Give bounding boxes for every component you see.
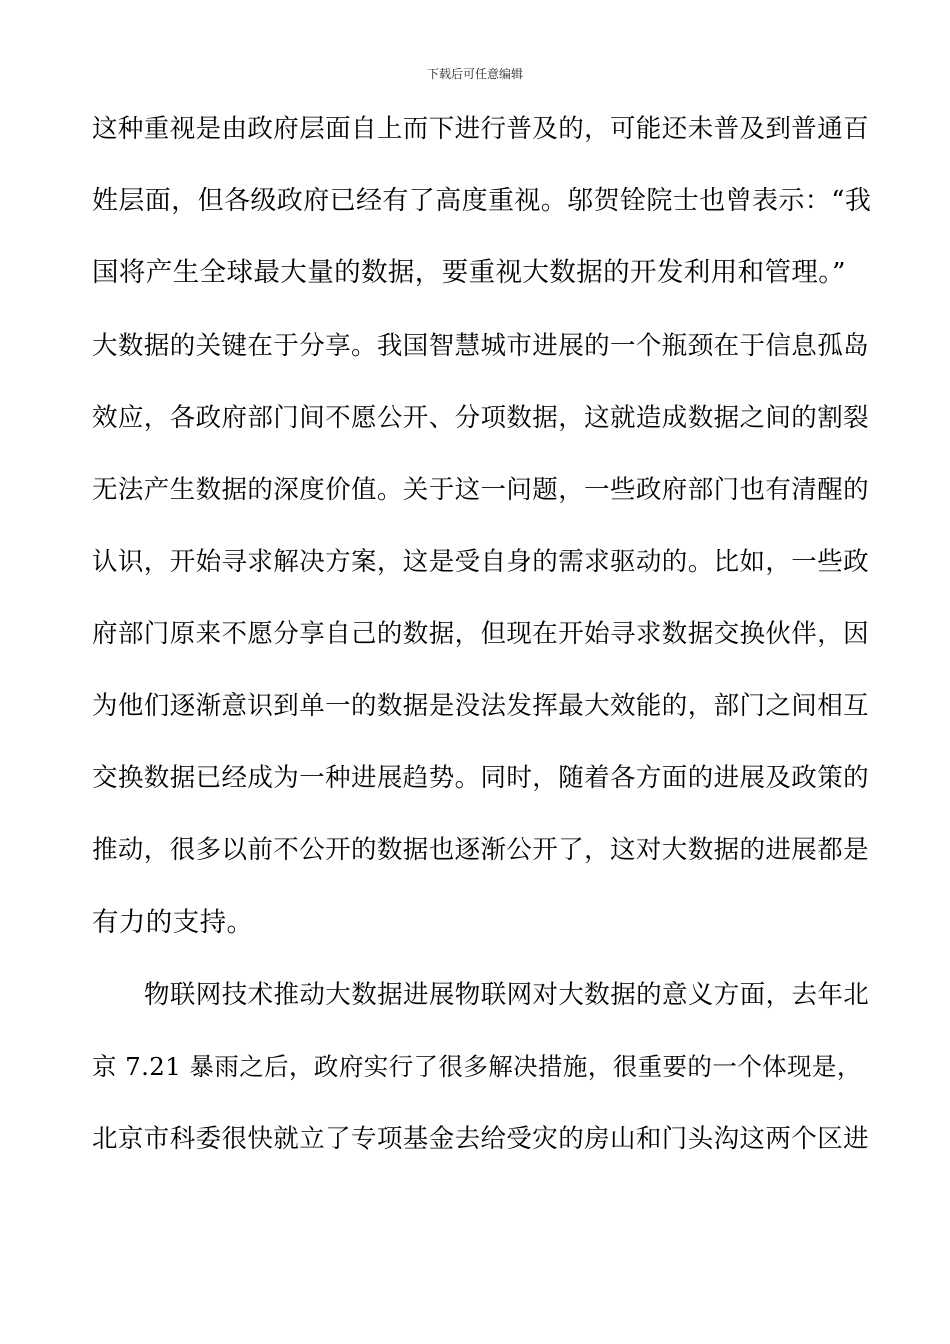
paragraph-line: 推动，很多以前不公开的数据也逐渐公开了，这对大数据的进展都是 <box>92 835 870 865</box>
paragraph-line: 北京市科委很快就立了专项基金去给受灾的房山和门头沟这两个区进 <box>92 1124 870 1154</box>
paragraph-line: 姓层面，但各级政府已经有了高度重视。邬贺铨院士也曾表示：“我 <box>92 186 872 216</box>
paragraph-line: 大数据的关键在于分享。我国智慧城市进展的一个瓶颈在于信息孤岛 <box>92 331 870 361</box>
paragraph-line: 无法产生数据的深度价值。关于这一问题，一些政府部门也有清醒的 <box>92 475 870 505</box>
paragraph-line: 有力的支持。 <box>92 907 254 938</box>
page-header: 下载后可任意编辑 <box>426 67 523 81</box>
paragraph-line: 府部门原来不愿分享自己的数据，但现在开始寻求数据交换伙伴，因 <box>92 619 870 649</box>
paragraph-line: 效应，各政府部门间不愿公开、分项数据，这就造成数据之间的割裂 <box>92 403 870 433</box>
paragraph-line: 国将产生全球最大量的数据，要重视大数据的开发利用和管理。” <box>92 257 846 288</box>
paragraph-line: 物联网技术推动大数据进展物联网对大数据的意义方面，去年北 <box>144 980 870 1010</box>
paragraph-line: 认识，开始寻求解决方案，这是受自身的需求驱动的。比如，一些政 <box>92 547 870 577</box>
paragraph-line: 为他们逐渐意识到单一的数据是没法发挥最大效能的，部门之间相互 <box>92 691 870 721</box>
paragraph-line: 这种重视是由政府层面自上而下进行普及的，可能还未普及到普通百 <box>92 114 870 144</box>
paragraph-line: 交换数据已经成为一种进展趋势。同时，随着各方面的进展及政策的 <box>92 763 870 793</box>
paragraph-line: 京 7.21 暴雨之后，政府实行了很多解决措施，很重要的一个体现是， <box>92 1052 862 1081</box>
